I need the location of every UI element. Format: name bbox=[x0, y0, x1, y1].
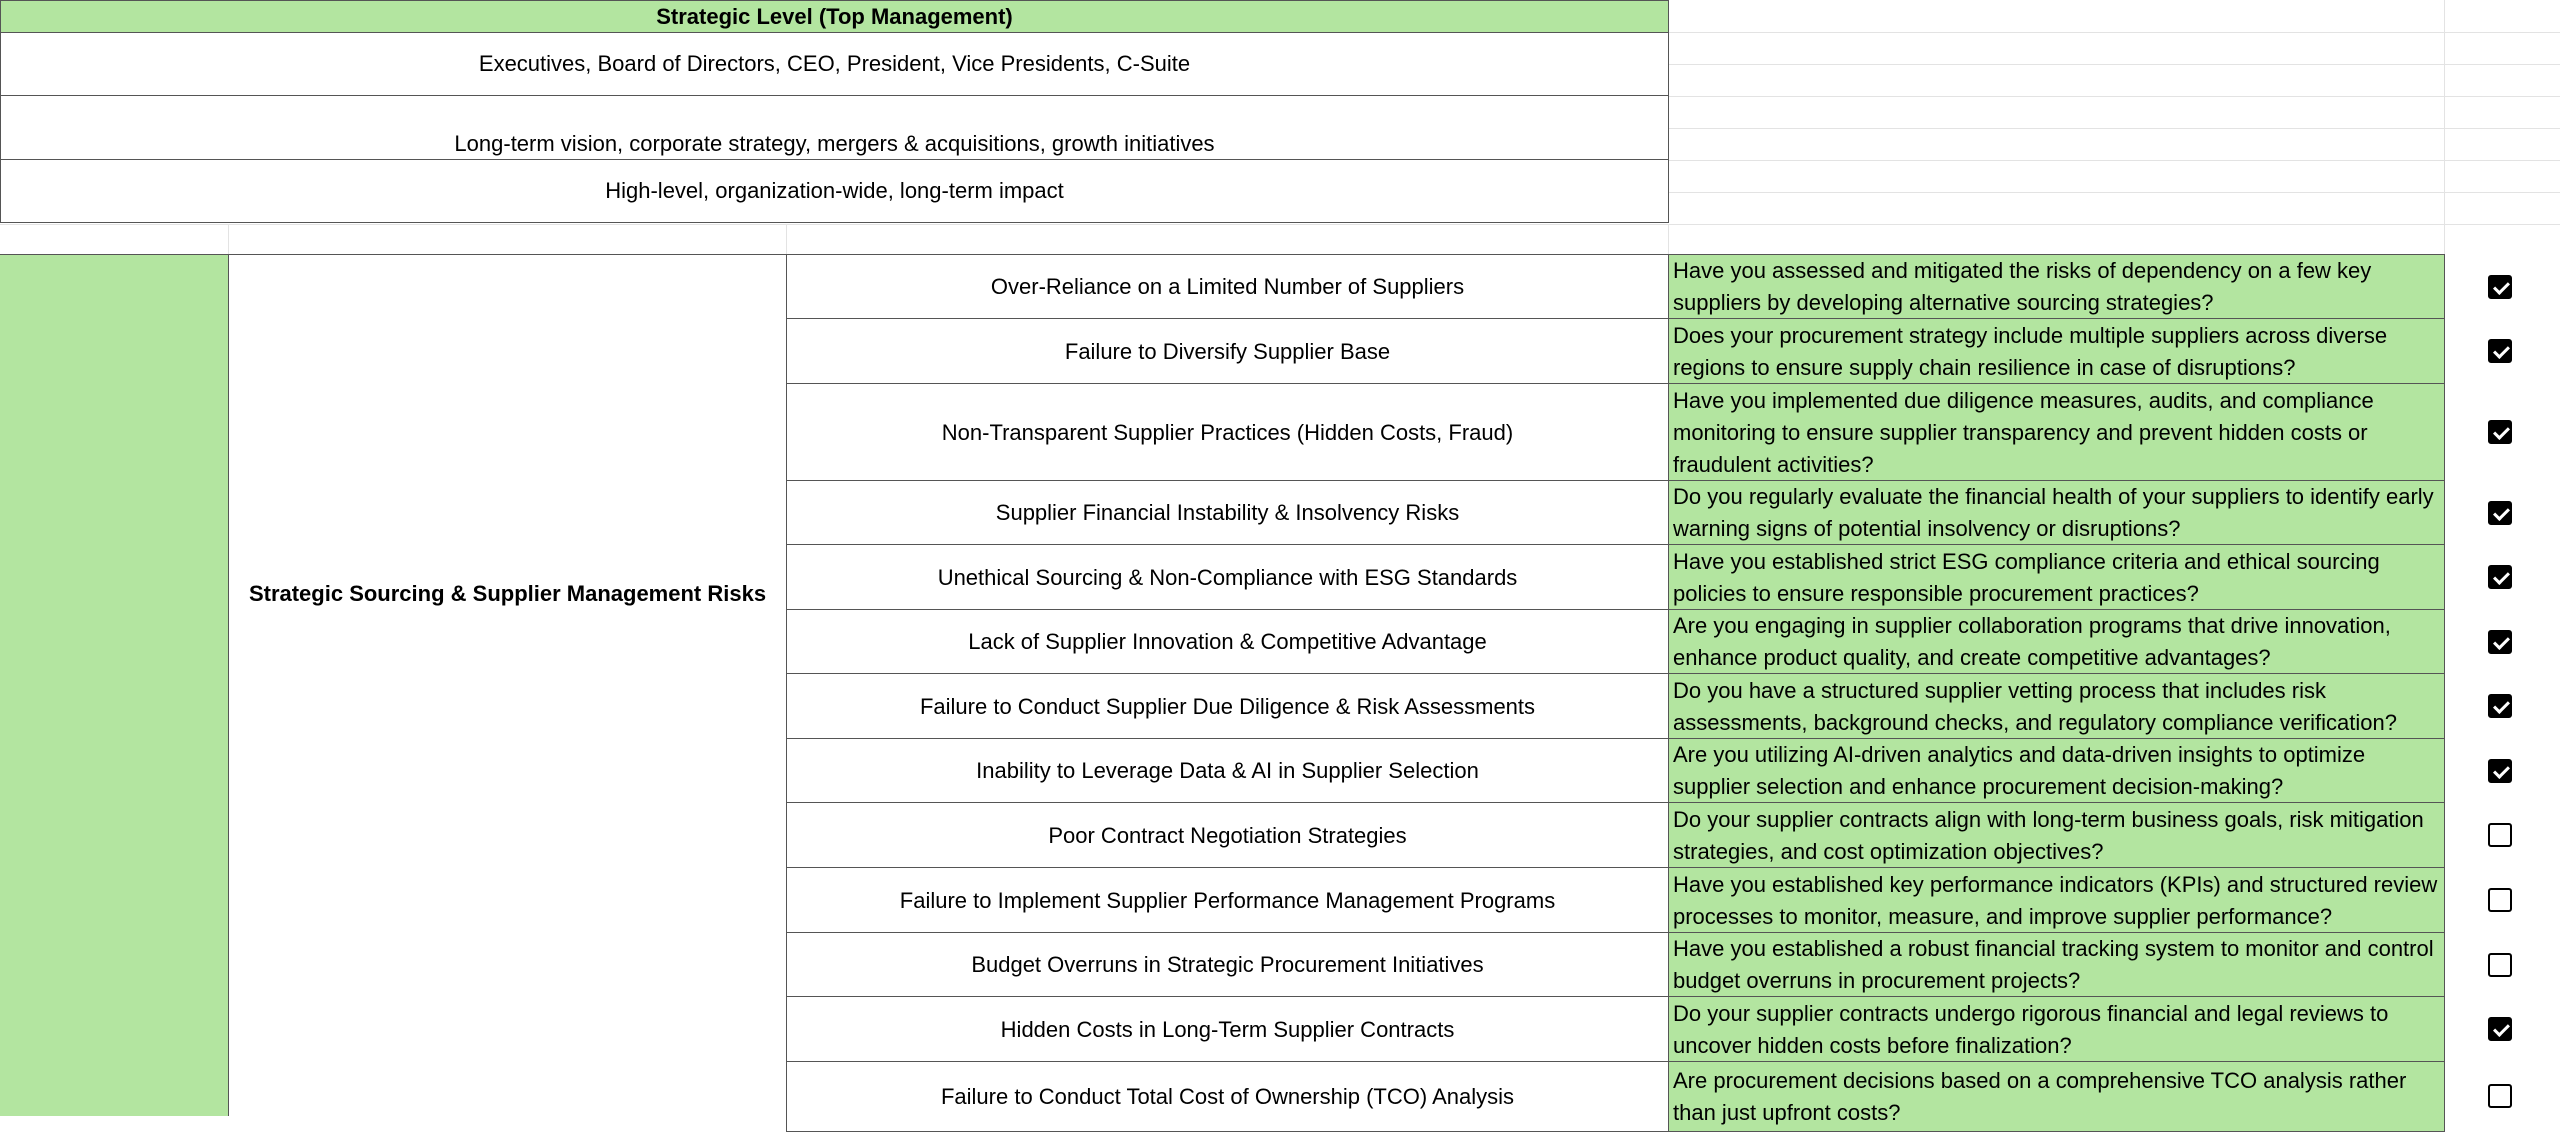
question-cell: Are you engaging in supplier collaboration programs that drive innovation, enhance product quality, and create competitive advantages? bbox=[1668, 609, 2445, 675]
checkbox-unchecked[interactable] bbox=[2488, 888, 2512, 912]
checkbox-checked[interactable] bbox=[2488, 759, 2512, 783]
question-cell: Have you established key performance indicators (KPIs) and structured review processes to monitor, measure, and improve supplier performance? bbox=[1668, 867, 2445, 934]
question-cell: Do your supplier contracts undergo rigorous financial and legal reviews to uncover hidden costs before finalization? bbox=[1668, 996, 2445, 1063]
checkbox-checked[interactable] bbox=[2488, 339, 2512, 363]
risk-cell: Poor Contract Negotiation Strategies bbox=[786, 802, 1669, 869]
checkbox-checked[interactable] bbox=[2488, 420, 2512, 444]
risk-cell: Supplier Financial Instability & Insolvency Risks bbox=[786, 480, 1669, 546]
checkbox-checked[interactable] bbox=[2488, 694, 2512, 718]
risk-cell: Failure to Implement Supplier Performance Management Programs bbox=[786, 867, 1669, 934]
risk-cell: Failure to Diversify Supplier Base bbox=[786, 318, 1669, 385]
question-cell: Do your supplier contracts align with long-term business goals, risk mitigation strategies, and cost optimization objectives? bbox=[1668, 802, 2445, 869]
category-strategic-sourcing: Strategic Sourcing & Supplier Management Risks bbox=[228, 254, 787, 933]
checkbox-unchecked[interactable] bbox=[2488, 823, 2512, 847]
risk-cell: Unethical Sourcing & Non-Compliance with ESG Standards bbox=[786, 544, 1669, 611]
level-column bbox=[0, 254, 229, 1116]
checkbox-checked[interactable] bbox=[2488, 1017, 2512, 1041]
question-cell: Have you implemented due diligence measures, audits, and compliance monitoring to ensure supplier transparency and prevent hidden costs or fraudulent activities? bbox=[1668, 383, 2445, 482]
question-cell: Does your procurement strategy include multiple suppliers across diverse regions to ensure supply chain resilience in case of disruptions? bbox=[1668, 318, 2445, 385]
category-cost bbox=[228, 932, 787, 1116]
question-cell: Have you established a robust financial tracking system to monitor and control budget overruns in procurement projects? bbox=[1668, 932, 2445, 998]
checkbox-unchecked[interactable] bbox=[2488, 953, 2512, 977]
risk-cell: Failure to Conduct Supplier Due Diligence & Risk Assessments bbox=[786, 673, 1669, 740]
risk-cell: Budget Overruns in Strategic Procurement Initiatives bbox=[786, 932, 1669, 998]
checkbox-checked[interactable] bbox=[2488, 630, 2512, 654]
risk-cell: Lack of Supplier Innovation & Competitive Advantage bbox=[786, 609, 1669, 675]
risk-cell: Failure to Conduct Total Cost of Ownership (TCO) Analysis bbox=[786, 1061, 1669, 1132]
level-title: Strategic Level (Top Management) bbox=[0, 0, 1669, 33]
question-cell: Are procurement decisions based on a comprehensive TCO analysis rather than just upfront costs? bbox=[1668, 1061, 2445, 1132]
question-cell: Have you assessed and mitigated the risks of dependency on a few key suppliers by developing alternative sourcing strategies? bbox=[1668, 254, 2445, 320]
risk-cell: Hidden Costs in Long-Term Supplier Contracts bbox=[786, 996, 1669, 1063]
question-cell: Do you regularly evaluate the financial health of your suppliers to identify early warning signs of potential insolvency or disruptions? bbox=[1668, 480, 2445, 546]
checkbox-checked[interactable] bbox=[2488, 565, 2512, 589]
level-focus: Long-term vision, corporate strategy, mergers & acquisitions, growth initiatives bbox=[0, 95, 1669, 160]
risk-cell: Over-Reliance on a Limited Number of Suppliers bbox=[786, 254, 1669, 320]
checkbox-unchecked[interactable] bbox=[2488, 1084, 2512, 1108]
risk-cell: Inability to Leverage Data & AI in Supplier Selection bbox=[786, 738, 1669, 804]
checkbox-checked[interactable] bbox=[2488, 275, 2512, 299]
question-cell: Have you established strict ESG compliance criteria and ethical sourcing policies to ensure responsible procurement practices? bbox=[1668, 544, 2445, 611]
risk-cell: Non-Transparent Supplier Practices (Hidden Costs, Fraud) bbox=[786, 383, 1669, 482]
checkbox-checked[interactable] bbox=[2488, 501, 2512, 525]
question-cell: Are you utilizing AI-driven analytics and data-driven insights to optimize supplier selection and enhance procurement decision-making? bbox=[1668, 738, 2445, 804]
level-roles: Executives, Board of Directors, CEO, President, Vice Presidents, C-Suite bbox=[0, 32, 1669, 96]
level-impact: High-level, organization-wide, long-term impact bbox=[0, 159, 1669, 223]
question-cell: Do you have a structured supplier vetting process that includes risk assessments, background checks, and regulatory compliance verification? bbox=[1668, 673, 2445, 740]
